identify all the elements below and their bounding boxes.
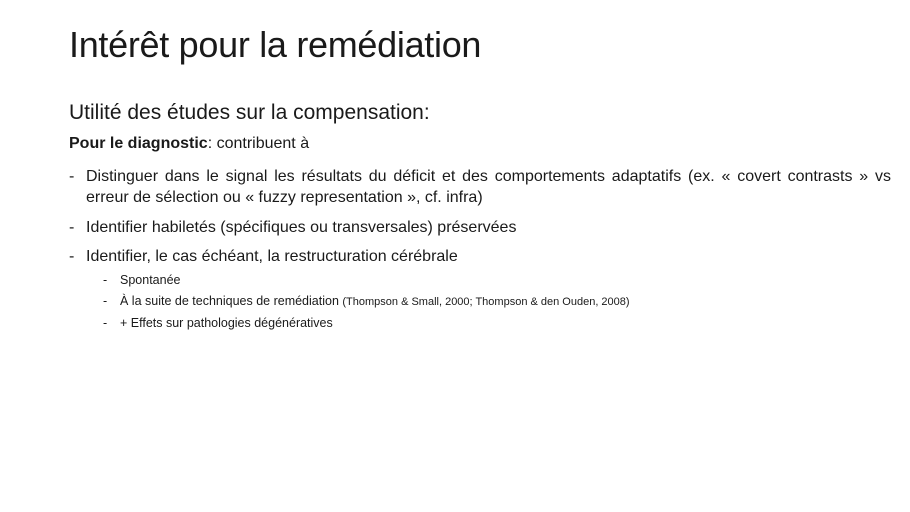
bullet-dash: -: [69, 168, 75, 185]
bullet-dash: -: [69, 248, 75, 265]
sub-bullet-dash: -: [103, 294, 108, 308]
sub-bullet-dash: -: [103, 273, 108, 287]
slide-subtitle: Utilité des études sur la compensation:: [69, 101, 430, 124]
sub-bullet-item: [103, 293, 630, 310]
bullet-item: [69, 217, 891, 238]
sub-bullet-text: Spontanée: [120, 273, 181, 287]
bullet-item: [69, 246, 891, 267]
sub-bullet-item: [103, 272, 180, 288]
bullet-dash: -: [69, 219, 75, 236]
bullet-item: [69, 166, 891, 208]
sub-bullet-text: À la suite de techniques de remédiation: [120, 294, 339, 308]
lead-line: [69, 135, 309, 153]
slide-title: Intérêt pour la remédiation: [69, 24, 482, 65]
sub-bullet-item: [103, 315, 333, 331]
lead-rest-text: : contribuent à: [207, 135, 310, 152]
bullet-text: Identifier, le cas échéant, la restructuration cérébrale: [86, 248, 458, 265]
bullet-text: Identifier habiletés (spécifiques ou transversales) préservées: [86, 219, 517, 236]
sub-bullet-citation: (Thompson & Small, 2000; Thompson & den Ouden, 2008): [342, 296, 630, 308]
sub-bullet-dash: -: [103, 316, 108, 330]
lead-bold-text: Pour le diagnostic: [69, 135, 208, 152]
bullet-text: Distinguer dans le signal les résultats du déficit et des comportements adaptatifs (ex. « covert contrasts » vs erreur de sélection ou « fuzzy representation », cf. infra): [86, 168, 891, 206]
sub-bullet-text: + Effets sur pathologies dégénératives: [120, 316, 333, 330]
